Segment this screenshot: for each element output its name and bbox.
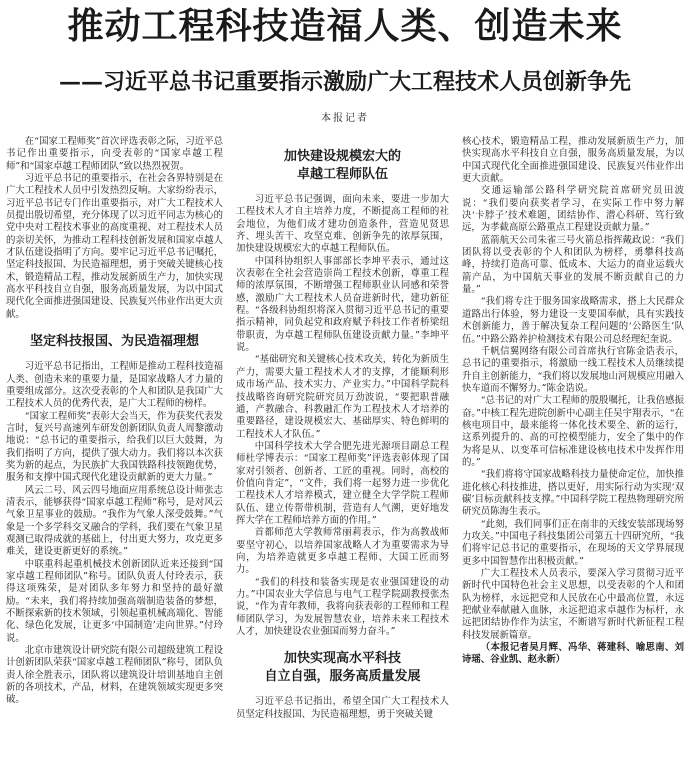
paragraph: 习近平总书记指出，工程师是推动工程科技造福人类、创造未来的重要力量，是国家战略人才力量的重要组成部分。这次受表彰的个人和团队是我国广大工程技术人员的优秀代表，是广大工程师的榜样。 — [6, 361, 223, 410]
paragraph: 首都师范大学教师常丽莉表示，作为高教战师要坚守初心，以培养国家战略人才为重要需求为导向，为培养造就更多卓越工程师、大国工匠而努力。 — [236, 527, 449, 576]
section-heading-line: 加快实现高水平科技 — [283, 651, 401, 667]
section-heading — [236, 148, 449, 184]
paragraph: 中国科学技术大学合肥先进光源项目副总工程师杜学博表示：“国家工程师奖”评选表彰体现了国家对引领者、创新者、工匠的重视。同时，高校的价值向肯定”，“文件，我们将一起努力进一步优化工程技术人才培养模式，建立健全大学学院工程师队伍、建立传帮带机制，营造有人气溯，更好地发挥大学在工程师培养方面的作用。” — [236, 440, 449, 526]
paragraph: “此刻，我们同事们正在南非的天线安装部现场努力攻关。”中国电子科技集团公司第五十四研究所，“我们将牢记总书记的重要指示，在现场的天文学界展现更多中国智慧作出积极贡献。” — [462, 518, 684, 567]
subheadline: ——习近平总书记重要指示激励广大工程技术人员创新争先 — [58, 69, 631, 95]
paragraph: 习近平总书记的重要指示，在社会各界特别是在广大工程技术人员中引发热烈反响。大家纷纷表示，习近平总书记专门作出重要指示，对广大工程技术人员提出殷切希望，充分体现了以习近平同志为核心的党中央对工程技术事业的高度重视、对工程技术人员的亲切关怀，为推动工程科技创新发展和国家卓越人才队伍建设指明了方向。要牢记习近平总书记嘱托，坚定科技报国、为民造福理想，勇于突破关键核心技术，锻造精品工程，推动发展新质生产力，加快实现高水平科技自立自强，服务高质量发展，为以中国式现代化全面推进强国建设、民族复兴伟业作出更大贡献。 — [6, 173, 223, 320]
paragraph: 在“国家工程师奖”首次评选表彰之际，习近平总书记作出重要指示，向受表彰的“国家卓越工程师”和“国家卓越工程师团队”致以热烈祝贺。 — [6, 136, 223, 172]
paragraph: “我们的科技和装备实现是农业强国建设的动力。”中国农业大学信息与电气工程学院副教授张杰说，“作为青年教师，我将向获表彰的工程师和工程师团队学习，为发展智慧农业，培养未来工程技术人才，加快建设农业强国而努力奋斗。” — [236, 576, 449, 638]
reporter-credits: （本报记者吴月辉、冯华、蒋建科、喻思南、刘诗瑶、谷业凯、赵永新） — [462, 642, 684, 666]
paragraph: 蓝箭航天公司朱雀三号火箭总指挥戴政说：“我们团队将以受表彰的个人和团队为榜样，勇攀科技高峰，持续打造高可靠、低成本、大运力的商业运载火箭产品，为中国航天事业的发展不断贡献自己的力量。” — [462, 234, 684, 296]
paragraph: 风云二号、风云四号地面应用系统总设计师张志清表示，能够获得“国家卓越工程师”称号，是对风云气象卫星事业的鼓励。“我作为气象人深受鼓舞。”气象是一个多学科交叉融合的学科，我们要在气象卫星观测已取得成就的基础上，付出更大努力，攻克更多难关，建设更新更好的系统。” — [6, 484, 223, 558]
article-column-3 — [462, 136, 684, 770]
paragraph: 广大工程技术人员表示，要深入学习贯彻习近平新时代中国特色社会主义思想，以受表彰的个人和团队为榜样，永远把党和人民放在心中最高位置，永远把献业奉献融入血脉，永远把追求卓越作为标杆，永远把团结协作作为法宝，不断谱写新时代新征程工程科技发展新篇章。 — [462, 568, 684, 641]
headline: 推动工程科技造福人类、创造未来 — [67, 6, 623, 47]
section-heading-line: 自立自强，服务高质量发展 — [264, 669, 421, 685]
paragraph: 北京市建筑设计研究院有限公司超级建筑工程设计创新团队荣获“国家卓越工程师团队”称号，团队负责人徐全胜表示，团队将以建筑设计培训基地自主创新的各项技术，产品，材料，在建筑领域实现更多突破。 — [6, 645, 223, 706]
paragraph: 交通运输部公路科学研究院首席研究员田波说：“我们要向获奖者学习，在实际工作中努力解决‘卡脖子’技术难题，团结协作、潜心科研、笃行致远，为孝截高原公路重点工程建设贡献力量。” — [462, 185, 684, 234]
paragraph: 中联重科起重机械技术创新团队近来还接到“国家卓越工程师团队”称号。团队负责人付玲表示，获得这项殊荣，是对团队多年努力和坚持的最好激励。“未来，我们将持续加强高端制造装备的梦想，不断探索新的技术领域，引领起重机械高端化、智能化、绿色化发展，让更多‘中国制造’走向世界。”付玲说。 — [6, 558, 223, 644]
article-column-2 — [236, 136, 449, 770]
paragraph: 中国科协组织人事部部长李坤平表示，通过这次表彰在全社会营造崇尚工程技术创新，尊重工程师的浓厚氛围，不断增强工程师职业认同感和荣誉感，激励广大工程技术人员奋进新时代，建功新征程。“各级科协组织将深入贯彻习近平总书记的重要指示精神，同负起党和政府赋予科技工作者桥梁纽带职责，为卓越工程师队伍建设贡献力量。”李坤平说。 — [236, 255, 449, 354]
paragraph: “我们将将守国家战略科技力量使命定位，加快推进化核心科技推进，搭以更好，用实际行动为实现‘双碳’目标贡献科技支撑。”中国科学院工程热物理研究所研究员陈海生表示。 — [462, 469, 684, 518]
paragraph: “总书记的对广大工程师的殷殷嘱托，让我倍感振奋。”中核工程先进院创新中心副主任吴宇翔表示，“在核电项目中，最来能将一体化技术要全、新的运行，这系列提升的、高的可控模型能力，安全了集中的作为将是从、以变革可信标准建设核电技术中发挥作用的。” — [462, 395, 684, 468]
byline: 本报记者 — [321, 113, 369, 124]
paragraph: 千帆信翼网络有限公司首席执行官陈金诰表示，总书记的重要指示，将激励一线工程技术人员继续提升自主创新能力，“我们将以发展地山河规模应用融入快车道而不懈努力。”陈金诰说。 — [462, 345, 684, 394]
paragraph: “我们将专注于服务国家战略需求，搭上大民群众道路出行体验，努力建设一支要国奉献，具有实践技术创新能力，善于解决复杂工程问题的‘公路医生’队伍。”中路公路养护检测技术有限公司总经理纪奎说。 — [462, 296, 684, 345]
section-heading-line: 卓越工程师队伍 — [296, 167, 388, 182]
paragraph: 核心技术，锻造精品工程，推动发展新质生产力，加快实现高水平科技自立自强，服务高质量发展，为以中国式现代化全面推进强国建设、民族复兴伟业作出更大贡献。 — [462, 136, 684, 185]
section-heading: 坚定科技报国、为民造福理想 — [29, 334, 199, 350]
article-column-1 — [6, 136, 223, 770]
paragraph: 习近平总书记强调，面向未来，要进一步加大工程技术人才自主培养力度，不断提高工程师的社会地位，为他们成才建功创造条件，营造见贤思齐、埋头苦干、攻坚克难、创新争先的浓厚氛围，加快建设规模宏大的卓越工程师队伍。 — [236, 194, 449, 255]
paragraph: 习近平总书记指出，希望全国广大工程技术人员坚定科技报国、为民造福理想，勇于突破关键 — [236, 696, 449, 720]
paragraph: “基础研究和关键核心技术攻关，转化为新质生产力，需要大量工程技术人才的支撑，才能顺利形成市场产品、技术实力、产业实力。”中国科学院科技战略咨询研究院研究员万劲波说，“要把职普融通，产教融合、科教融汇作为工程技术人才培养的重要路径，建设规模宏大、基础厚实、特色鲜明的工程技术人才队伍。” — [236, 354, 449, 440]
section-heading-line: 加快建设规模宏大的 — [283, 149, 401, 164]
section-heading — [236, 650, 449, 686]
paragraph: “国家工程师奖”表彰大会当天，作为获奖代表发言时，复兴号高速列车研发创新团队负责人周黎激动地说：“总书记的重要指示，给我们以巨大鼓舞，为我们指明了方向，提供了强大动力。我们将以本次获奖为新的起点，为民族扩大我国铁路科技领跑优势，服务和支撑中国式现代化建设贡献新的更大力量。” — [6, 410, 223, 484]
